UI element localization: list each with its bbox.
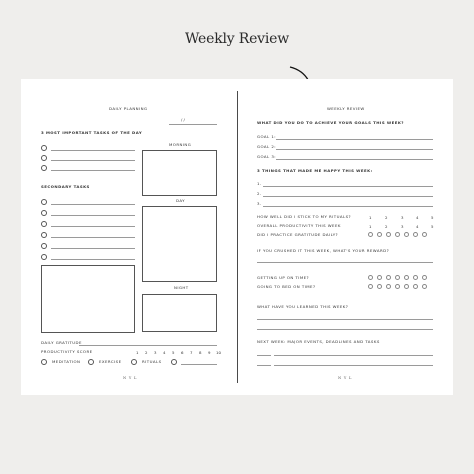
rating-label: DID I PRACTICE GRATITUDE DAILY? <box>257 232 339 237</box>
learned-line[interactable] <box>257 329 433 330</box>
weekly-review-title: WEEKLY REVIEW <box>327 106 365 111</box>
page-title: Weekly Review <box>184 31 290 47</box>
gratitude-line[interactable] <box>79 345 217 346</box>
day-circle[interactable] <box>395 275 400 280</box>
rating-option[interactable]: 3 <box>401 215 404 220</box>
night-box[interactable] <box>142 294 217 332</box>
extra-habit-line[interactable] <box>181 364 217 365</box>
task-checkbox[interactable] <box>41 243 47 249</box>
rating-option[interactable]: 5 <box>431 215 434 220</box>
rating-label: HOW WELL DID I STICK TO MY RITUALS? <box>257 214 352 219</box>
goal-line[interactable] <box>276 139 433 140</box>
day-circle[interactable] <box>368 284 373 289</box>
score-option[interactable]: 5 <box>172 350 175 355</box>
happy-line[interactable] <box>263 196 433 197</box>
exercise-checkbox[interactable] <box>88 359 94 365</box>
day-circle[interactable] <box>377 284 382 289</box>
time-label: GETTING UP ON TIME? <box>257 275 310 280</box>
next-week-date-line[interactable] <box>257 355 271 356</box>
task-checkbox[interactable] <box>41 221 47 227</box>
date-line <box>169 124 217 125</box>
day-circle[interactable] <box>386 275 391 280</box>
task-line[interactable] <box>51 160 135 161</box>
rating-option[interactable]: 1 <box>369 224 372 229</box>
task-checkbox[interactable] <box>41 254 47 260</box>
productivity-label: PRODUCTIVITY SCORE <box>41 349 93 354</box>
score-option[interactable]: 4 <box>163 350 166 355</box>
gratitude-label: DAILY GRATITUDE <box>41 340 82 345</box>
goal-label: GOAL 3: <box>257 154 277 159</box>
score-option[interactable]: 6 <box>181 350 184 355</box>
rituals-checkbox[interactable] <box>131 359 137 365</box>
right-footer-logo: N Y L <box>338 376 353 380</box>
day-circle[interactable] <box>413 275 418 280</box>
time-label: GOING TO BED ON TIME? <box>257 284 316 289</box>
rituals-label: RITUALS <box>142 359 162 364</box>
day-circle[interactable] <box>368 232 373 237</box>
task-checkbox[interactable] <box>41 165 47 171</box>
goals-heading: WHAT DID YOU DO TO ACHIEVE YOUR GOALS THIS WEEK? <box>257 120 405 125</box>
score-option[interactable]: 1 <box>136 350 139 355</box>
task-checkbox[interactable] <box>41 145 47 151</box>
extra-checkbox[interactable] <box>171 359 177 365</box>
day-circle[interactable] <box>386 284 391 289</box>
happy-number: 3. <box>257 201 262 206</box>
day-circle[interactable] <box>368 275 373 280</box>
happy-number: 1. <box>257 181 262 186</box>
task-checkbox[interactable] <box>41 232 47 238</box>
task-line[interactable] <box>51 226 135 227</box>
exercise-label: EXERCISE <box>99 359 122 364</box>
secondary-tasks-heading: SECONDARY TASKS <box>41 184 90 189</box>
score-option[interactable]: 7 <box>190 350 193 355</box>
night-label: NIGHT <box>174 285 189 290</box>
reward-label: IF YOU CRUSHED IT THIS WEEK, WHAT'S YOUR REWARD? <box>257 248 390 253</box>
task-line[interactable] <box>51 170 135 171</box>
left-footer-logo: N Y L <box>123 376 138 380</box>
task-line[interactable] <box>51 150 135 151</box>
page-divider <box>237 91 238 383</box>
daily-planning-title: DAILY PLANNING <box>109 106 148 111</box>
day-circle[interactable] <box>377 275 382 280</box>
day-circle[interactable] <box>404 275 409 280</box>
morning-label: MORNING <box>169 142 192 147</box>
task-line[interactable] <box>51 259 135 260</box>
task-line[interactable] <box>51 237 135 238</box>
score-option[interactable]: 8 <box>199 350 202 355</box>
day-circle[interactable] <box>422 232 427 237</box>
task-line[interactable] <box>51 215 135 216</box>
task-checkbox[interactable] <box>41 210 47 216</box>
learned-line[interactable] <box>257 319 433 320</box>
score-option[interactable]: 2 <box>145 350 148 355</box>
rating-option[interactable]: 2 <box>385 215 388 220</box>
rating-option[interactable]: 2 <box>385 224 388 229</box>
next-week-date-line[interactable] <box>257 365 271 366</box>
rating-option[interactable]: 1 <box>369 215 372 220</box>
date-separators: / / <box>181 117 185 122</box>
goal-label: GOAL 1: <box>257 134 277 139</box>
reward-line[interactable] <box>257 262 433 263</box>
day-circle[interactable] <box>404 284 409 289</box>
task-checkbox[interactable] <box>41 199 47 205</box>
happy-line[interactable] <box>263 206 433 207</box>
planner-sheet <box>21 79 453 395</box>
goal-label: GOAL 2: <box>257 144 277 149</box>
rating-option[interactable]: 4 <box>416 215 419 220</box>
next-week-line[interactable] <box>274 365 433 366</box>
happy-line[interactable] <box>263 186 433 187</box>
notes-box[interactable] <box>41 265 135 333</box>
day-circle[interactable] <box>395 232 400 237</box>
task-checkbox[interactable] <box>41 155 47 161</box>
score-option[interactable]: 10 <box>216 350 221 355</box>
day-circle[interactable] <box>422 284 427 289</box>
day-box[interactable] <box>142 206 217 282</box>
task-line[interactable] <box>51 248 135 249</box>
morning-box[interactable] <box>142 150 217 196</box>
meditation-label: MEDITATION <box>52 359 81 364</box>
day-circle[interactable] <box>386 232 391 237</box>
day-circle[interactable] <box>422 275 427 280</box>
important-tasks-heading: 3 MOST IMPORTANT TASKS OF THE DAY <box>41 130 143 135</box>
day-circle[interactable] <box>395 284 400 289</box>
next-week-line[interactable] <box>274 355 433 356</box>
score-option[interactable]: 9 <box>208 350 211 355</box>
rating-option[interactable]: 3 <box>401 224 404 229</box>
happy-heading: 3 THINGS THAT MADE ME HAPPY THIS WEEK: <box>257 168 373 173</box>
day-circle[interactable] <box>413 232 418 237</box>
task-line[interactable] <box>51 204 135 205</box>
happy-number: 2. <box>257 191 262 196</box>
day-label: DAY <box>176 198 186 203</box>
day-circle[interactable] <box>413 284 418 289</box>
rating-option[interactable]: 5 <box>431 224 434 229</box>
goal-line[interactable] <box>276 149 433 150</box>
day-circle[interactable] <box>377 232 382 237</box>
rating-label: OVERALL PRODUCTIVITY THIS WEEK <box>257 223 341 228</box>
meditation-checkbox[interactable] <box>41 359 47 365</box>
next-week-label: NEXT WEEK: MAJOR EVENTS, DEADLINES AND TASKS <box>257 339 380 344</box>
rating-option[interactable]: 4 <box>416 224 419 229</box>
learned-label: WHAT HAVE YOU LEARNED THIS WEEK? <box>257 304 349 309</box>
day-circle[interactable] <box>404 232 409 237</box>
goal-line[interactable] <box>276 159 433 160</box>
score-option[interactable]: 3 <box>154 350 157 355</box>
